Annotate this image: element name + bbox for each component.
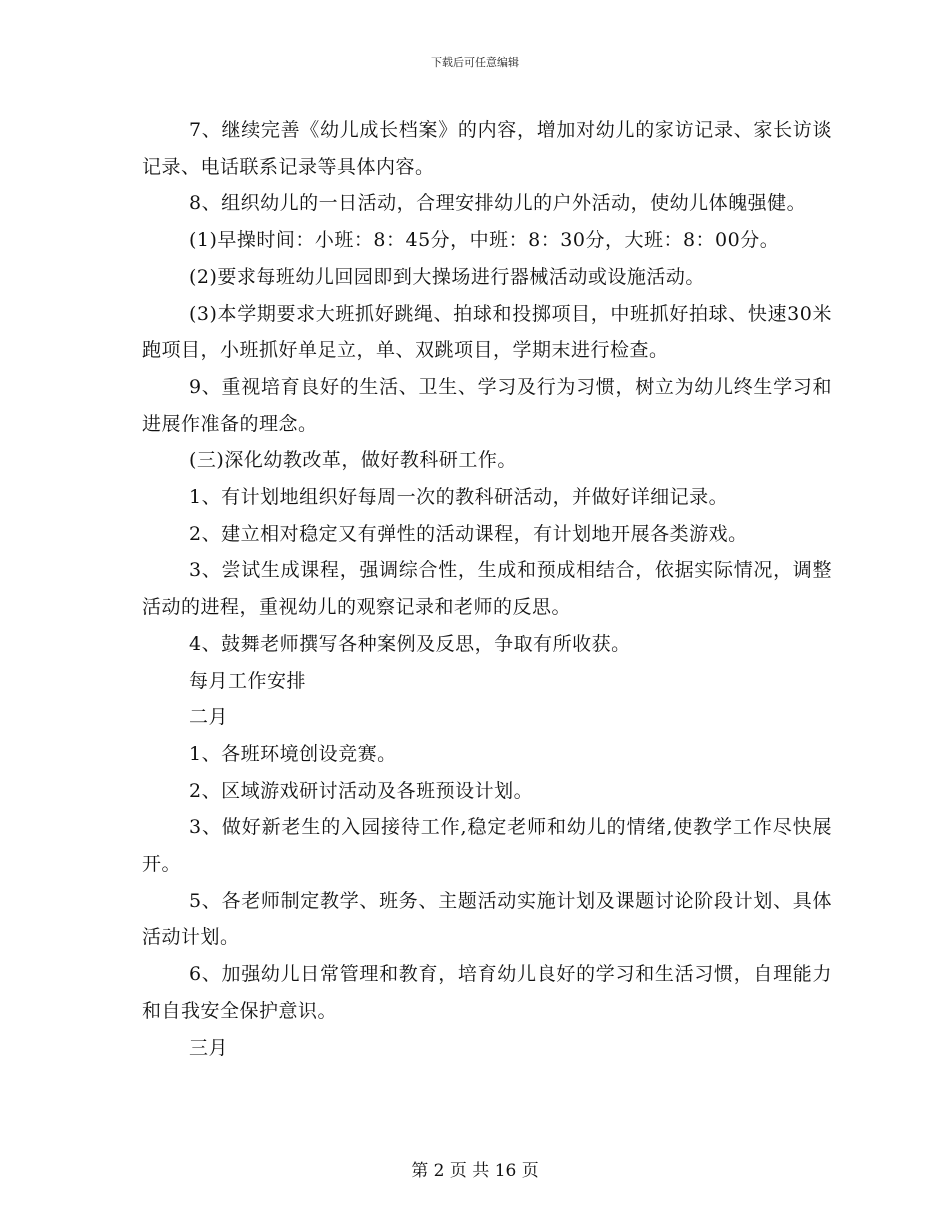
paragraph: 3、尝试生成课程，强调综合性，生成和预成相结合，依据实际情况，调整活动的进程，重视幼儿的观察记录和老师的反思。: [142, 559, 832, 619]
month-heading: 二月: [189, 706, 229, 729]
paragraph: 2、区域游戏研讨活动及各班预设计划。: [189, 779, 534, 802]
paragraph: 4、鼓舞老师撰写各种案例及反思，争取有所收获。: [189, 632, 631, 655]
paragraph: 9、重视培育良好的生活、卫生、学习及行为习惯，树立为幼儿终生学习和进展作准备的理念。: [142, 375, 832, 435]
section-heading: (三)深化幼教改革，做好教科研工作。: [189, 449, 517, 472]
paragraph: 1、各班环境创设竞赛。: [189, 742, 397, 765]
month-heading: 三月: [189, 1036, 229, 1059]
page-header: 下载后可任意编辑: [431, 56, 519, 69]
page-footer: 第 2 页 共 16 页: [411, 1161, 539, 1181]
paragraph: (1)早操时间：小班：8：45分，中班：8：30分，大班：8：00分。: [189, 229, 780, 252]
document-body: [142, 112, 832, 1066]
paragraph: 3、做好新老生的入园接待工作,稳定老师和幼儿的情绪,使教学工作尽快展开。: [142, 816, 832, 876]
section-heading: 每月工作安排: [189, 669, 307, 692]
paragraph: 6、加强幼儿日常管理和教育，培育幼儿良好的学习和生活习惯，自理能力和自我安全保护意识。: [142, 963, 832, 1022]
paragraph: 7、继续完善《幼儿成长档案》的内容，增加对幼儿的家访记录、家长访谈记录、电话联系记录等具体内容。: [142, 119, 832, 178]
paragraph: 5、各老师制定教学、班务、主题活动实施计划及课题讨论阶段计划、具体活动计划。: [142, 889, 832, 949]
paragraph: 8、组织幼儿的一日活动，合理安排幼儿的户外活动，使幼儿体魄强健。: [189, 192, 807, 215]
paragraph: 1、有计划地组织好每周一次的教科研活动，并做好详细记录。: [189, 486, 729, 509]
paragraph: (2)要求每班幼儿回园即到大操场进行器械活动或设施活动。: [189, 265, 705, 288]
paragraph: (3)本学期要求大班抓好跳绳、拍球和投掷项目，中班抓好拍球、快速30米跑项目，小班抓好单足立，单、双跳项目，学期末进行检查。: [142, 302, 832, 362]
paragraph: 2、建立相对稳定又有弹性的活动课程，有计划地开展各类游戏。: [189, 522, 748, 545]
